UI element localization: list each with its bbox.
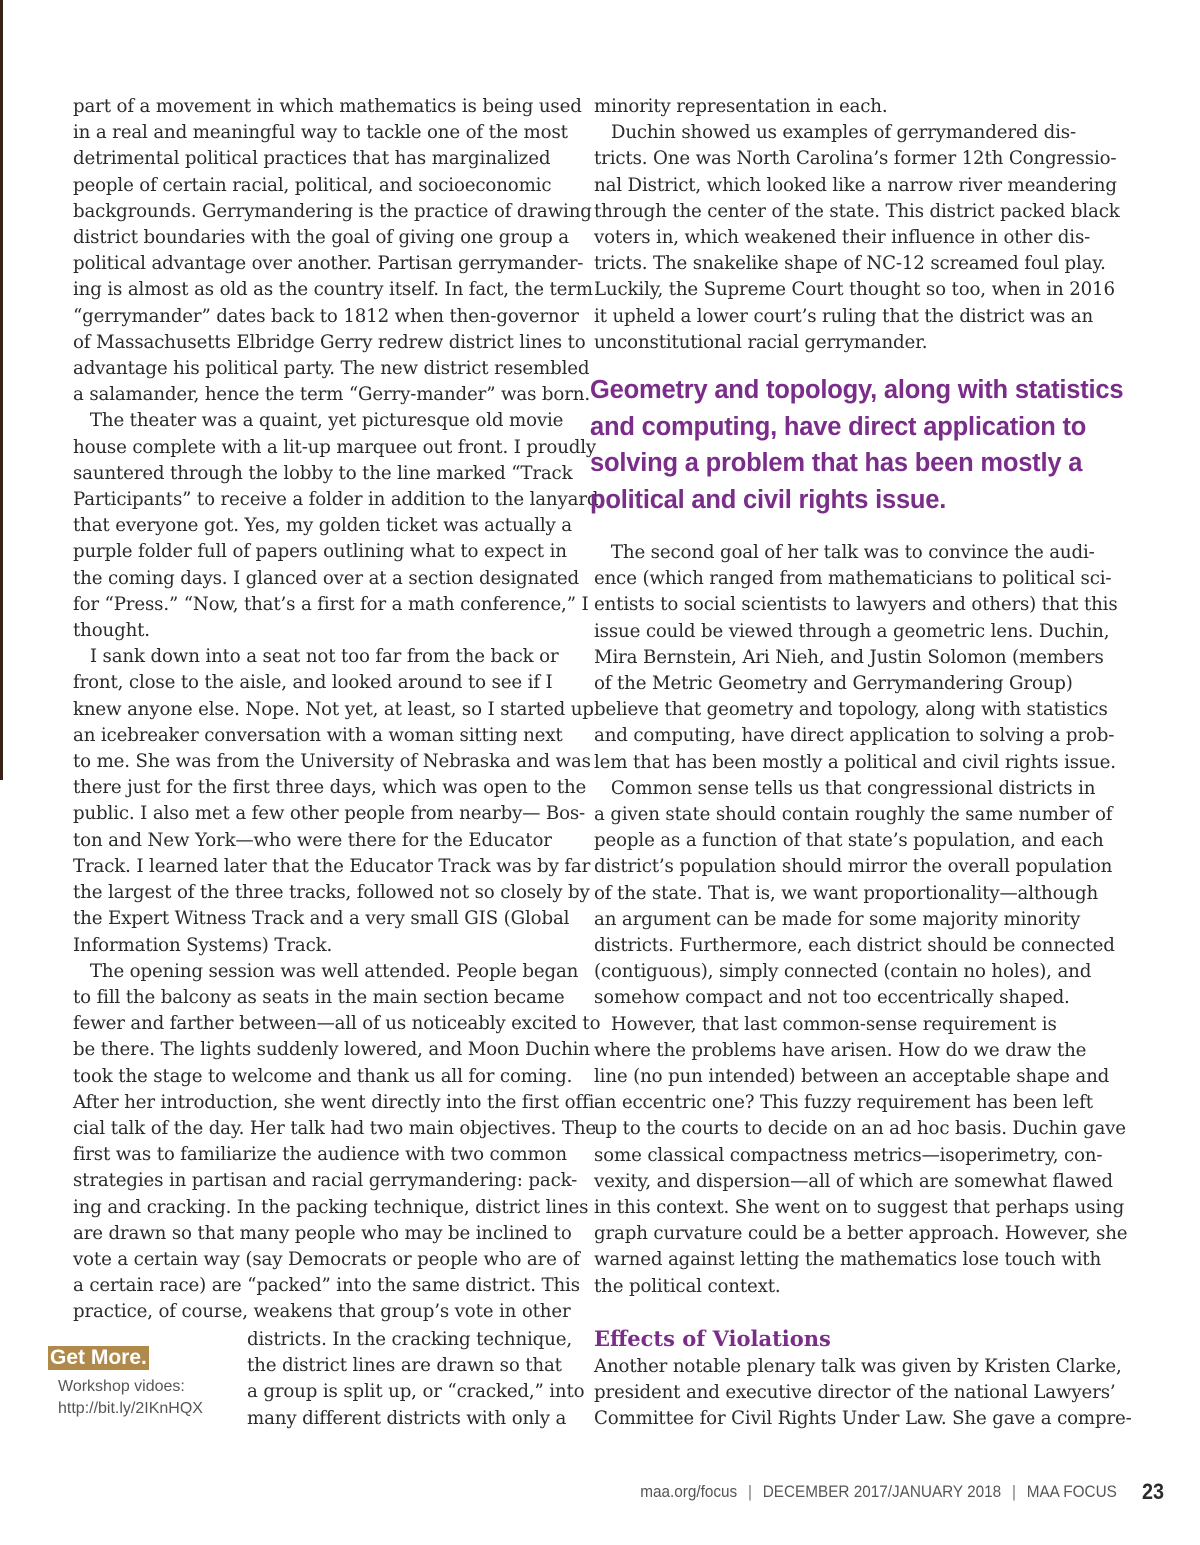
article-paragraph: Common sense tells us that congressional districts in a given state should contain roughly the same number of people as a function of that state’s population, and each district’s population should mirror the overall population of the state. That is, we want proportionality—although an argument can be made for some majority minority districts. Furthermore, each district should be connected (contiguous), simply connected (contain no holes), and somehow compact and not too eccentrically shaped. xyxy=(594,777,1115,1009)
article-paragraph: I sank down into a seat not too far from the back or front, close to the aisle, and looked around to see if I knew anyone else. Nope. Not yet, at least, so I started up an icebreaker conversation with a woman sitting next to me. She was from the University of Nebraska and was there just for the first three days, which was open to the public. I also met a few other people from nearby— Bos- ton and New York—who were there for the Educator Track. I learned later that the Educator Track was by far the largest of the three tracks, followed not so closely by the Expert Witness Track and a very small GIS (Global Information Systems) Track. xyxy=(73,646,594,956)
page-edge-bar xyxy=(0,0,3,780)
article-paragraph: Another notable plenary talk was given by Kristen Clarke, president and executive director of the national Lawyers’ Committee for Civil Rights Under Law. She gave a compre- xyxy=(594,1356,1132,1430)
page-number: 23 xyxy=(1141,1479,1164,1504)
right-column-middle xyxy=(594,540,1128,1300)
right-column-top xyxy=(594,94,1120,356)
article-paragraph: minority representation in each. xyxy=(594,96,888,117)
footer-issue-date: DECEMBER 2017/JANUARY 2018 xyxy=(762,1482,1002,1501)
article-paragraph: part of a movement in which mathematics is being used in a real and meaningful way to tackle one of the most detrimental political practices that has marginalized people of certain racial, political, and socioeconomic backgrounds. Gerrymandering is the practice of drawing district boundaries with the goal of giving one group a political advantage over another. Partisan gerrymander- ing is almost as old as the country itself. In fact, the term “gerrymander” dates back to 1812 when then-governor of Massachusetts Elbridge Gerry redrew district lines to advantage his political party. The new district resembled a salamander, hence the term “Gerry-mander” was born. xyxy=(73,96,593,406)
get-more-label: Get More. xyxy=(50,1346,147,1369)
article-paragraph: The theater was a quaint, yet picturesque old movie house complete with a lit-up marquee out front. I proudly sauntered through the lobby to the line marked “Track Participants” to receive a folder in addition to the lanyard that everyone got. Yes, my golden ticket was actually a purple folder full of papers outlining what to expect in the coming days. I glanced over at a section designated for “Press.” “Now, that’s a first for a math conference,” I thought. xyxy=(73,410,599,642)
pull-quote: Geometry and topology, along with statistics and computing, have direct application to solving a problem that has been mostly a political and civil rights issue. xyxy=(590,376,1124,514)
workshop-videos-link[interactable]: Workshop vidoes: http://bit.ly/2IKnHQX xyxy=(58,1378,203,1417)
footer-publication: MAA FOCUS xyxy=(1026,1482,1117,1501)
footer-separator: | xyxy=(1011,1482,1016,1501)
get-more-sidebar xyxy=(48,1346,238,1420)
footer-separator: | xyxy=(747,1482,752,1501)
left-column xyxy=(73,94,601,1326)
page-footer xyxy=(640,1478,1164,1506)
article-paragraph: The opening session was well attended. People began to fill the balcony as seats in the main section became fewer and farther between—all of us noticeably excited to be there. The lights suddenly lowered, and Moon Duchin took the stage to welcome and thank us all for coming. After her introduction, she went directly into the first offi- cial talk of the day. Her talk had two main objectives. The first was to familiarize the audience with two common strategies in partisan and racial gerrymandering: pack- ing and cracking. In the packing technique, district lines are drawn so that many people who may be inclined to vote a certain way (say Democrats or people who are of a certain race) are “packed” into the same district. This practice, of course, weakens that group’s vote in other xyxy=(73,960,601,1323)
footer-site-link[interactable]: maa.org/focus xyxy=(640,1482,738,1501)
left-column-wrap-tail xyxy=(247,1327,585,1432)
right-column-bottom xyxy=(594,1354,1132,1433)
article-paragraph: Duchin showed us examples of gerrymandered dis- tricts. One was North Carolina’s former 12th Congressio- nal District, which looked like a narrow river meandering through the center of the state. This district packed black voters in, which weakened their influence in other dis- tricts. The snakelike shape of NC-12 screamed foul play. Luckily, the Supreme Court thought so too, when in 2016 it upheld a lower court’s ruling that the district was an unconstitutional racial gerrymander. xyxy=(594,122,1120,353)
article-paragraph: However, that last common-sense requirement is where the problems have arisen. How do we draw the line (no pun intended) between an acceptable shape and an eccentric one? This fuzzy requirement has been left up to the courts to decide on an ad hoc basis. Duchin gave some classical compactness metrics—isoperimetry, con- vexity, and dispersion—all of which are somewhat flawed in this context. She went on to suggest that perhaps using graph curvature could be a better approach. However, she warned against letting the mathematics lose touch with the political context. xyxy=(594,1013,1128,1297)
article-paragraph-continued: districts. In the cracking technique, the district lines are drawn so that a group is split up, or “cracked,” into many different districts with only a xyxy=(247,1329,585,1429)
article-paragraph: The second goal of her talk was to convince the audi- ence (which ranged from mathematicians to political sci- entists to social scientists to lawyers and others) that this issue could be viewed through a geometric lens. Duchin, Mira Bernstein, Ari Nieh, and Justin Solomon (members of the Metric Geometry and Gerrymandering Group) believe that geometry and topology, along with statistics and computing, have direct application to solving a prob- lem that has been mostly a political and civil rights issue. xyxy=(594,542,1118,773)
section-heading: Effects of Violations xyxy=(594,1326,831,1351)
